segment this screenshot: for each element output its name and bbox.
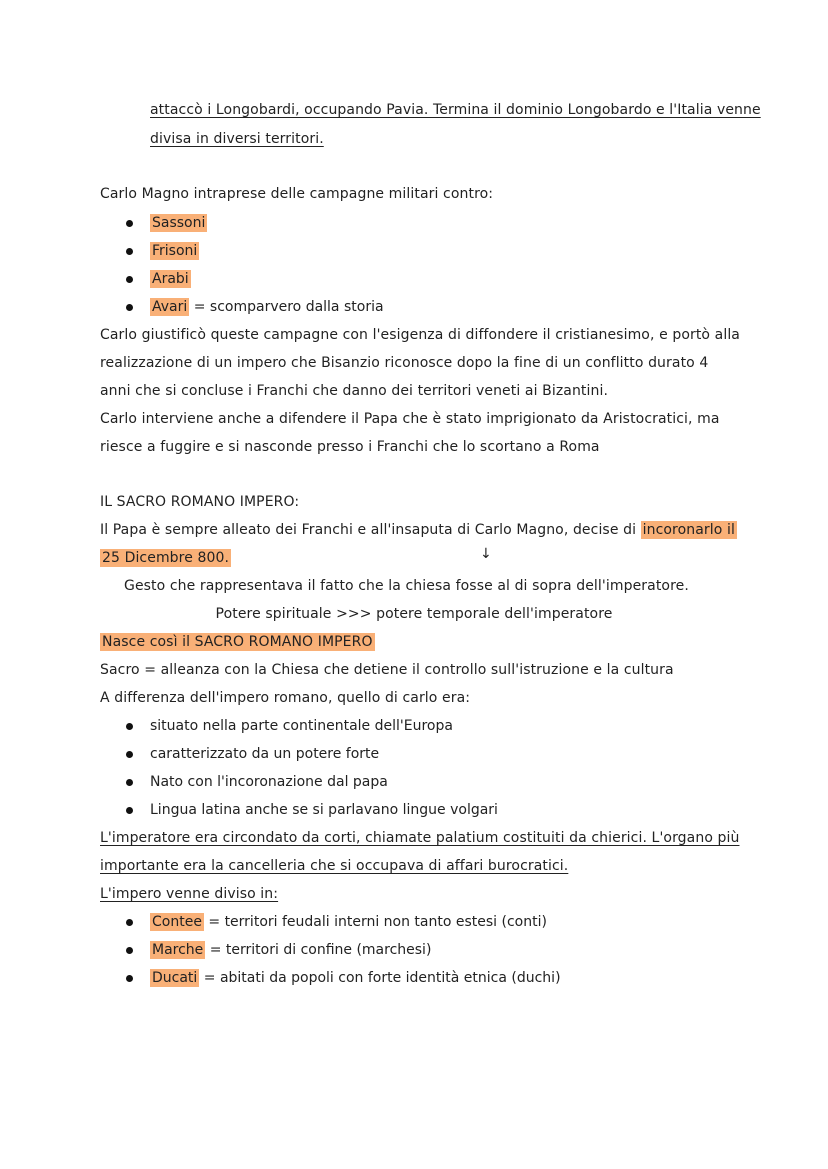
- section-heading: IL SACRO ROMANO IMPERO:: [100, 494, 300, 510]
- campaign-label: Avari: [152, 299, 188, 315]
- paragraph-line: [100, 632, 375, 654]
- coronation-date: 25 Dicembre 800.: [102, 550, 230, 566]
- paragraph-line: Carlo giustificò queste campagne con l'esigenza di diffondere il cristianesimo, e portò alla: [100, 327, 740, 343]
- paragraph-line: [100, 520, 737, 542]
- bullet-icon: [126, 975, 133, 982]
- bullet-icon: [126, 919, 133, 926]
- paragraph-line: riesce a fuggire e si nasconde presso i Franchi che lo scortano a Roma: [100, 439, 600, 455]
- court-line-1: L'imperatore era circondato da corti, chiamate palatium costituiti da chierici. L'organo più: [100, 830, 740, 846]
- paragraph-line: realizzazione di un impero che Bisanzio riconosce dopo la fine di un conflitto durato 4: [100, 355, 709, 371]
- bullet-icon: [126, 276, 133, 283]
- division-description: = abitati da popoli con forte identità etnica (duchi): [199, 970, 561, 986]
- intro-line-1: attaccò i Longobardi, occupando Pavia. Termina il dominio Longobardo e l'Italia venne: [150, 102, 761, 118]
- difference-item: caratterizzato da un potere forte: [150, 746, 380, 762]
- paragraph-line: [100, 548, 231, 570]
- bullet-icon: [126, 723, 133, 730]
- difference-item: situato nella parte continentale dell'Europa: [150, 718, 453, 734]
- bullet-icon: [126, 947, 133, 954]
- campaign-label: Sassoni: [152, 215, 206, 231]
- coronation-text: Il Papa è sempre alleato dei Franchi e all'insaputa di Carlo Magno, decise di: [100, 522, 641, 538]
- campaign-label: Frisoni: [152, 243, 198, 259]
- bullet-icon: [126, 304, 133, 311]
- bullet-icon: [126, 779, 133, 786]
- power-line: Potere spirituale >>> potere temporale dell'imperatore: [215, 606, 613, 622]
- difference-item: Nato con l'incoronazione dal papa: [150, 774, 388, 790]
- division-description: = territori feudali interni non tanto estesi (conti): [203, 914, 547, 930]
- paragraph-line: anni che si concluse i Franchi che danno dei territori veneti ai Bizantini.: [100, 383, 609, 399]
- intro-line-2: divisa in diversi territori.: [150, 131, 324, 147]
- bullet-icon: [126, 751, 133, 758]
- difference-heading: A differenza dell'impero romano, quello di carlo era:: [100, 690, 471, 706]
- coronation-highlight: incoronarlo il: [642, 522, 735, 538]
- bullet-icon: [126, 248, 133, 255]
- division-heading: L'impero venne diviso in:: [100, 886, 279, 902]
- arrow-down-icon: ↓: [480, 546, 492, 562]
- division-label: Ducati: [152, 970, 198, 986]
- difference-item: Lingua latina anche se si parlavano lingue volgari: [150, 802, 498, 818]
- gesture-line: Gesto che rappresentava il fatto che la chiesa fosse al di sopra dell'imperatore.: [124, 578, 689, 594]
- campaign-note: = scomparvero dalla storia: [189, 299, 384, 315]
- campaign-label: Arabi: [152, 271, 189, 287]
- sacro-definition: Sacro = alleanza con la Chiesa che detiene il controllo sull'istruzione e la cultura: [100, 662, 674, 678]
- bullet-icon: [126, 807, 133, 814]
- campaigns-heading: Carlo Magno intraprese delle campagne militari contro:: [100, 186, 494, 202]
- bullet-icon: [126, 220, 133, 227]
- paragraph-line: Carlo interviene anche a difendere il Papa che è stato imprigionato da Aristocratici, ma: [100, 411, 720, 427]
- court-line-2: importante era la cancelleria che si occupava di affari burocratici.: [100, 858, 569, 874]
- birth-highlight: Nasce così il SACRO ROMANO IMPERO: [102, 634, 373, 650]
- division-description: = territori di confine (marchesi): [205, 942, 432, 958]
- division-label: Marche: [152, 942, 204, 958]
- division-label: Contee: [152, 914, 202, 930]
